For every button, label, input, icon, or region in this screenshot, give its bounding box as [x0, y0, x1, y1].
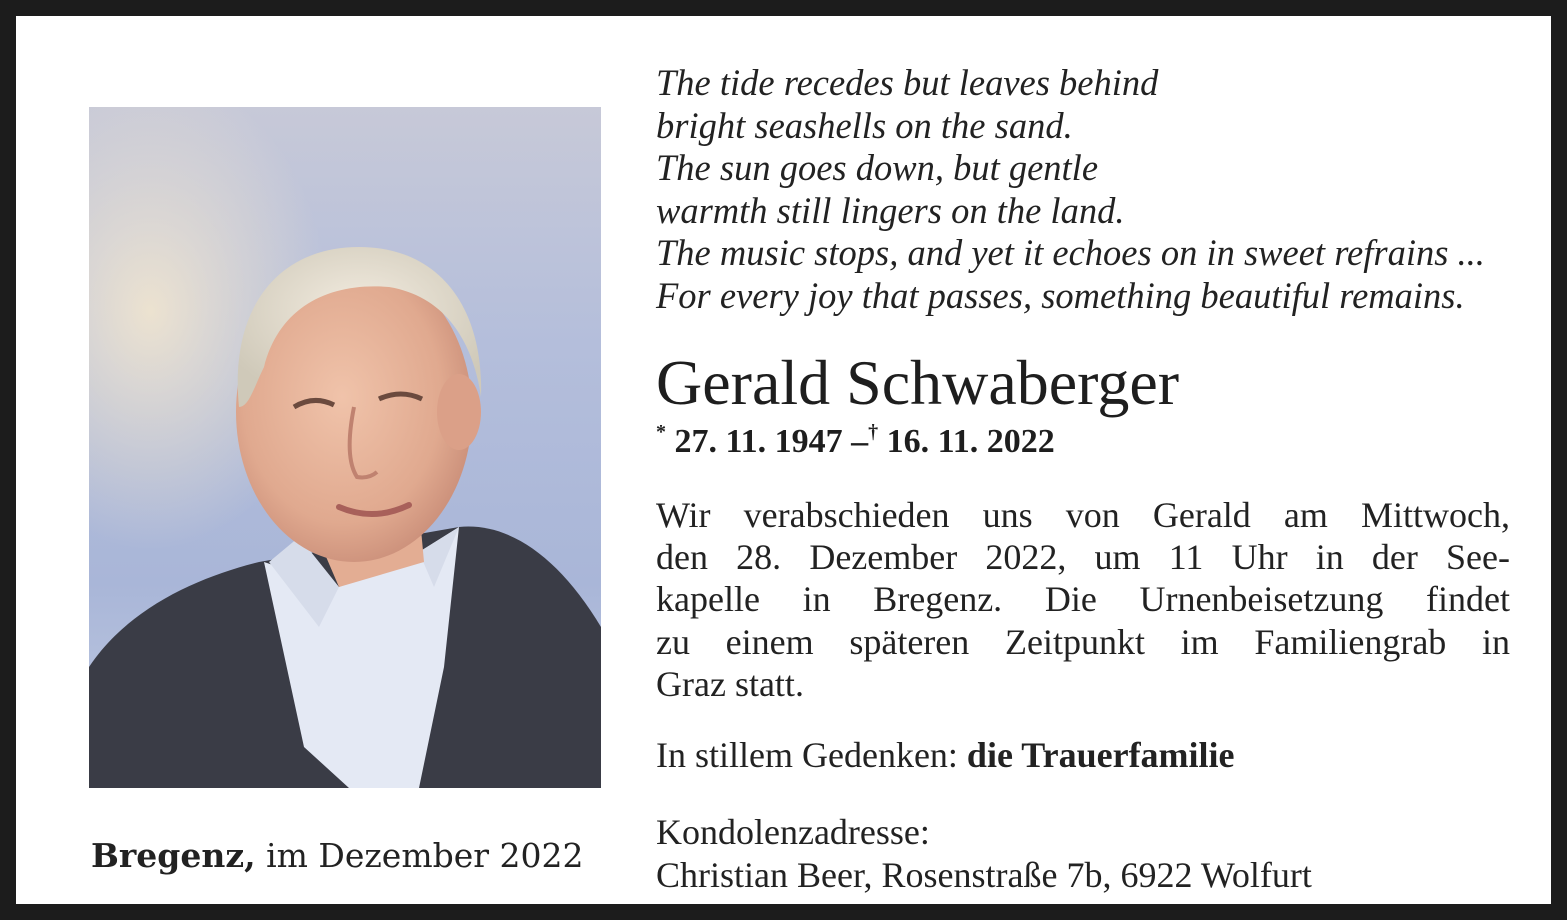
condolence-label: Kondolenzadresse:	[656, 812, 930, 852]
deceased-name: Gerald Schwaberger	[656, 347, 1180, 418]
place-and-date	[91, 836, 584, 875]
death-mark: †	[868, 421, 879, 443]
poem-line: warmth still lingers on the land.	[656, 189, 1125, 231]
poem-line: bright seashells on the sand.	[656, 104, 1073, 146]
poem-line: The sun goes down, but gentle	[656, 147, 1099, 188]
funeral-announcement	[656, 494, 1510, 705]
date-separator: –	[851, 423, 869, 460]
poem	[656, 62, 1485, 317]
birth-mark: *	[656, 421, 666, 443]
condolence-address	[656, 811, 1312, 896]
poem-line: The tide recedes but leaves behind	[656, 62, 1159, 103]
life-dates	[656, 421, 1055, 461]
place: Bregenz,	[91, 836, 256, 875]
condolence-address-text: Christian Beer, Rosenstraße 7b, 6922 Wolfurt	[656, 854, 1312, 895]
poem-line: For every joy that passes, something beautiful remains.	[656, 274, 1465, 316]
date: im Dezember 2022	[266, 836, 584, 875]
death-date: 16. 11. 2022	[886, 423, 1055, 460]
portrait-photo	[89, 107, 601, 788]
remembrance-line	[656, 734, 1235, 776]
poem-line: The music stops, and yet it echoes on in sweet refrains ...	[656, 232, 1485, 273]
announcement-line: Graz statt.	[656, 663, 804, 704]
announcement-line: kapelle in Bregenz. Die Urnenbeisetzung findet	[656, 579, 1510, 620]
birth-date: 27. 11. 1947	[674, 423, 843, 460]
announcement-line: den 28. Dezember 2022, um 11 Uhr in der See-	[656, 537, 1510, 578]
announcement-line: Wir verabschieden uns von Gerald am Mittwoch,	[656, 495, 1510, 535]
mourning-family: die Trauerfamilie	[966, 735, 1235, 775]
portrait-illustration	[89, 107, 601, 788]
remembrance-prefix: In stillem Gedenken:	[656, 735, 958, 775]
announcement-line: zu einem späteren Zeitpunkt im Familiengrab in	[656, 621, 1510, 662]
